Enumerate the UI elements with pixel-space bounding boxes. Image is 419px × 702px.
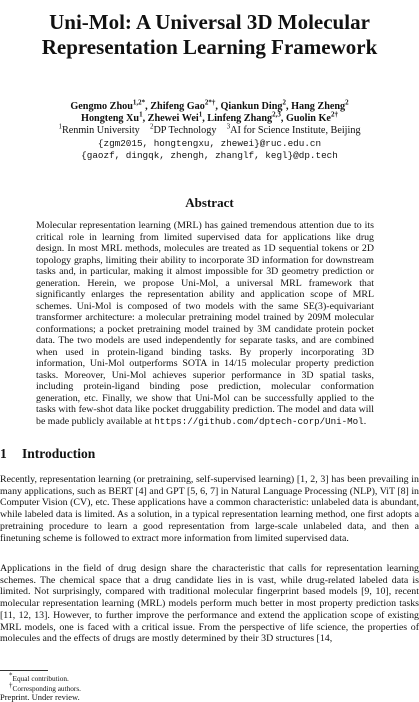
affiliation: AI for Science Institute, Beijing: [230, 125, 361, 137]
footnote-rule: [0, 670, 48, 671]
affiliation: Renmin University: [61, 125, 140, 137]
equal-contribution-mark: *: [141, 98, 146, 107]
author-name: Qiankun Ding: [220, 101, 283, 112]
email-line-1: {zgm2015, hongtengxu, zhewei}@ruc.edu.cn: [97, 137, 322, 149]
author-name: Hongteng Xu: [81, 113, 140, 125]
section-title: Introduction: [22, 446, 96, 461]
author-block: [6, 98, 413, 162]
section-number: 1: [0, 446, 7, 461]
affil-sup: 3: [226, 123, 231, 132]
author-affil-sup: 2*†: [204, 98, 216, 107]
author-line-1: Gengmo Zhou$^{1,2*}$, Zhifeng Gao$^{2*\dagger}$, Qiankun Ding$^2$, Hang Zheng$^2$: [70, 98, 349, 112]
author-name: Hang Zheng: [291, 101, 346, 112]
author-name: Zhifeng Gao: [150, 101, 205, 112]
author-affil-sup: 2†: [330, 110, 338, 119]
intro-paragraph-2: Applications in the field of drug design share the characteristic that calls for representation learning schemes. The chemical space that a drug candidate lies in is vast, while drug-related labeled data is limited. Not surprisingly, compared with traditional molecular fingerprint based models [9, 10], recent molecular representation learning (MRL) models perform much better in most property prediction tasks [11, 12, 13]. However, to further improve the performance and extend the application scope of existing MRL models, one is faced with a critical issue. From the perspective of life science, the properties of molecules and the effects of drugs are mostly determined by their 3D structures [14,: [0, 563, 419, 645]
abstract-period: .: [363, 415, 367, 427]
paper-title: Uni-Mol: A Universal 3D Molecular Representation Learning Framework: [41, 10, 378, 59]
footnote-equal-contribution: [9, 671, 69, 683]
footnote-mark: †: [9, 681, 13, 690]
author-affil-sup: 2: [282, 98, 286, 107]
affil-sup: 1: [58, 123, 62, 132]
preprint-notice: Preprint. Under review.: [0, 692, 80, 702]
author-name: Zhewei Wei: [147, 113, 199, 125]
email-line-2: {gaozf, dingqk, zhengh, zhanglf, kegl}@dp.tech: [81, 149, 338, 161]
abstract-heading: Abstract: [185, 195, 234, 210]
footnote-text: Equal contribution.: [12, 674, 69, 683]
abstract-body: [36, 220, 374, 427]
affiliation-line: [6, 125, 413, 137]
abstract-text: Molecular representation learning (MRL) has gained tremendous attention due to its critical role in learning from limited supervised data for applications like drug design. In most MRL methods, molecules are treated as 1D sequential tokens or 2D topology graphs, limiting their ability to incorporate 3D information for downstream tasks and, in particular, making it almost impossible for 3D geometry prediction or generation. Herein, we propose Uni-Mol, a universal MRL framework that significantly enlarges the representation ability and application scope of MRL schemes. Uni-Mol is composed of two models with the same SE(3)-equivariant transformer architecture: a molecular pretraining model trained by 209M molecular conformations; a pocket pretraining model trained by 3M candidate protein pocket data. The two models are used independently for separate tasks, and are combined when used in protein-ligand binding tasks. By properly incorporating 3D information, Uni-Mol outperforms SOTA in 14/15 molecular property prediction tasks. Moreover, Uni-Mol achieves superior performance in 3D spatial tasks, including protein-ligand binding pose prediction, molecular conformation generation, etc. Finally, we show that Uni-Mol can be successfully applied to the tasks with few-shot data like pocket druggability prediction. The model and data will be made publicly available at: [36, 220, 374, 427]
repository-link[interactable]: https://github.com/dptech-corp/Uni-Mol: [154, 415, 364, 427]
footnote-mark: *: [9, 671, 13, 680]
section-heading: [0, 446, 95, 462]
author-affil-sup: 2: [345, 98, 349, 107]
affil-sup: 2: [149, 123, 154, 132]
author-affil-sup: 1: [139, 110, 143, 119]
author-affil-sup: 2,3: [272, 110, 281, 119]
affiliation: DP Technology: [153, 125, 217, 137]
author-affil-sup: 1,2: [132, 98, 142, 107]
author-line-2: Hongteng Xu$^1$, Zhewei Wei$^1$, Linfeng Zhang$^{2,3}$, Guolin $Ke^{2\dagger}$: [81, 110, 338, 125]
footnote-text: Corresponding authors.: [12, 684, 82, 693]
author-name: Gengmo Zhou: [70, 101, 133, 112]
intro-paragraph-1: Recently, representation learning (or pretraining, self-supervised learning) [1, 2, 3] has been prevailing in many applications, such as BERT [4] and GPT [5, 6, 7] in Natural Language Processing (NLP), ViT [8] in Computer Vision (CV), etc. These applications have a common characteristic: unlabeled data is abundant, while labeled data is limited. As a solution, in a typical representation learning method, one first adopts a pretraining procedure to learn a good representation from large-scale unlabeled data, and then a finetuning scheme is followed to extract more information from limited supervised data.: [0, 474, 419, 544]
author-affil-sup: 1: [198, 110, 203, 119]
author-name: Guolin Ke: [285, 113, 331, 125]
author-name: Linfeng Zhang: [207, 113, 273, 125]
